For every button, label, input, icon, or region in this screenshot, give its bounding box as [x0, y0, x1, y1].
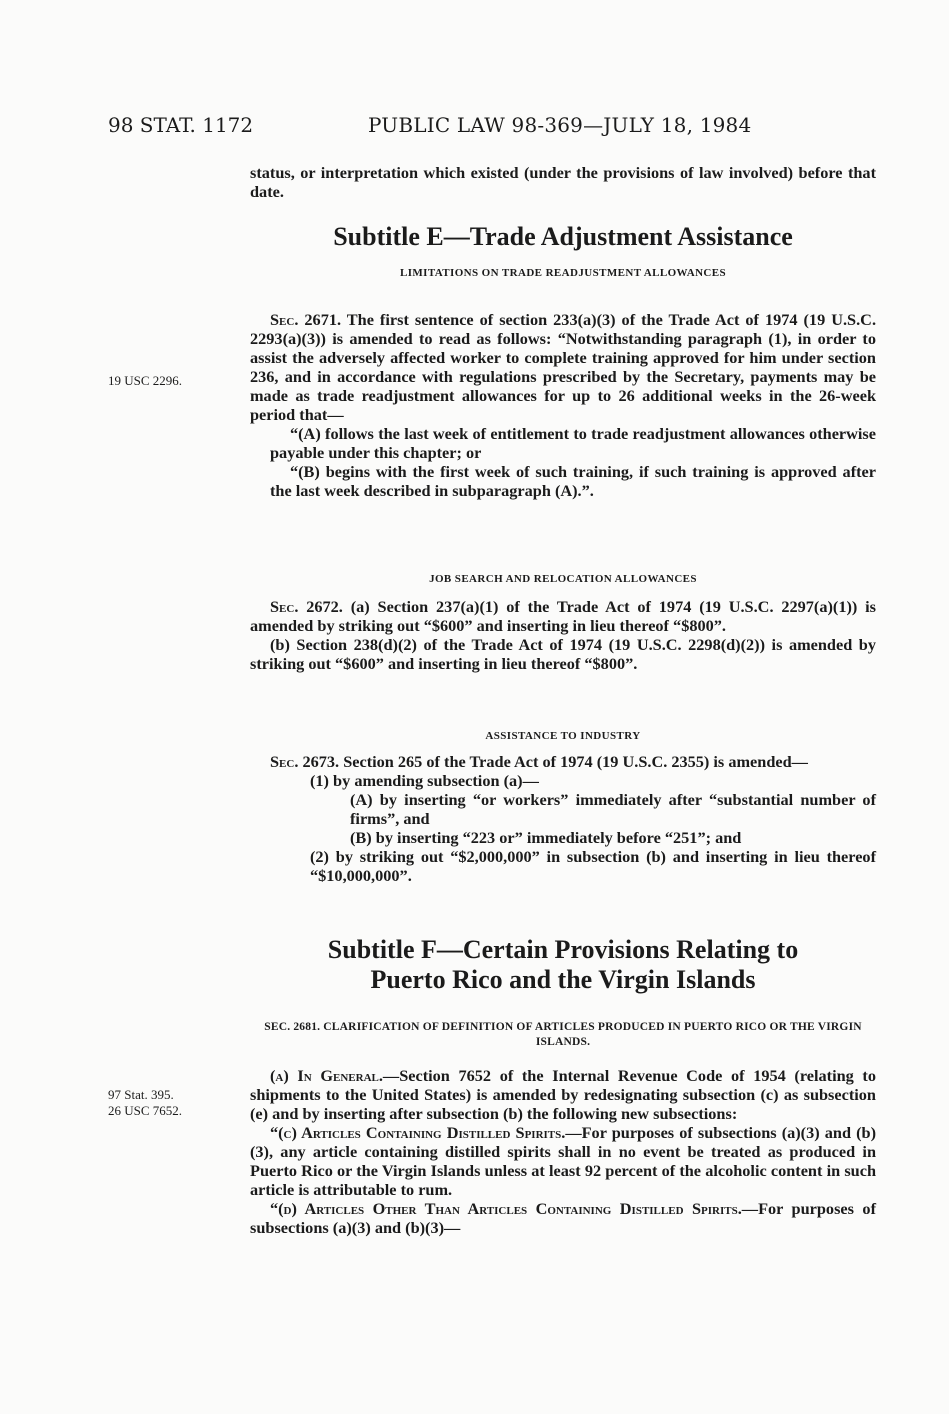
intro-paragraph: status, or interpretation which existed (under the provisions of law involved) before that date.	[250, 163, 876, 201]
sec2671-paragraph	[250, 310, 876, 424]
sec2681-a-text: —Section 7652 of the Internal Revenue Code of 1954 (relating to shipments to the United States) is amended by redesignating subsection (c) as subsection (e) and by inserting after subsection (b) the following new subsections:	[250, 1066, 876, 1123]
margin-note-usc: 19 USC 2296.	[108, 373, 183, 388]
sec2681-heading: SEC. 2681. CLARIFICATION OF DEFINITION OF ARTICLES PRODUCED IN PUERTO RICO OR THE VIRGIN ISLANDS.	[264, 1021, 862, 1048]
sec2673-item-b: (B) by inserting “223 or” immediately before “251”; and	[350, 828, 742, 847]
sec2681-a-paragraph	[250, 1066, 876, 1123]
sec2673-item-2: (2) by striking out “$2,000,000” in subsection (b) and inserting in lieu thereof “$10,000,000”.	[310, 847, 876, 885]
subtitle-f-heading-line1: Subtitle F—Certain Provisions Relating to	[327, 935, 799, 964]
subtitle-e-heading: Subtitle E—Trade Adjustment Assistance	[333, 222, 793, 251]
section-2681-heading-block	[250, 1020, 876, 1050]
stat-page-number: 98 STAT. 1172	[108, 113, 254, 137]
sec2681-d-text: —For purposes of subsections (a)(3) and (b)(3)—	[250, 1199, 876, 1237]
sec2673-item-1: (1) by amending subsection (a)—	[310, 771, 539, 790]
sec2673-label: Sec. 2673.	[270, 752, 340, 771]
section-2673	[250, 727, 876, 885]
sec2672-b-paragraph: (b) Section 238(d)(2) of the Trade Act of 1974 (19 U.S.C. 2298(d)(2)) is amended by striking out “$600” and inserting in lieu thereof “$800”.	[250, 635, 876, 673]
sec2681-c-label: “(c) Articles Containing Distilled Spirits.	[270, 1123, 566, 1142]
sec2671-clause-a: “(A) follows the last week of entitlement to trade readjustment allowances otherwise payable under this chapter; or	[270, 424, 876, 462]
section-2672	[250, 570, 876, 673]
sec2673-text: Section 265 of the Trade Act of 1974 (19 U.S.C. 2355) is amended—	[343, 752, 808, 771]
sec2671-label: Sec. 2671.	[270, 310, 342, 329]
sec2671-text: The first sentence of section 233(a)(3) of the Trade Act of 1974 (19 U.S.C. 2293(a)(3)) is amended to read as follows: “Notwithstanding paragraph (1), in order to assist the adversely affected worker to complete training approved for him under section 236, and in accordance with regulations prescribed by the Secretary, payments may be made as trade readjustment allowances for up to 26 additional weeks in the 26-week period that—	[250, 310, 877, 424]
sec2673-paragraph	[250, 752, 876, 771]
sec2672-a-text: (a) Section 237(a)(1) of the Trade Act of 1974 (19 U.S.C. 2297(a)(1)) is amended by striking out “$600” and inserting in lieu thereof “$800”.	[250, 597, 877, 635]
intro-text-block	[250, 163, 876, 201]
sec2681-c-paragraph	[250, 1123, 876, 1199]
section-2671	[250, 310, 876, 500]
subtitle-f-block	[250, 935, 876, 995]
sec2681-c-text: —For purposes of subsections (a)(3) and (b)(3), any article containing distilled spirits shall in no event be treated as produced in Puerto Rico or the Virgin Islands unless at least 92 percent of the alcoholic content in such article is attributable to rum.	[250, 1123, 876, 1199]
margin-note-stat: 97 Stat. 395.	[108, 1087, 174, 1102]
sec2672-label: Sec. 2672.	[270, 597, 343, 616]
sec2671-clause-b: “(B) begins with the first week of such training, if such training is approved after the last week described in subparagraph (A).”.	[270, 462, 876, 500]
caption-limitations: LIMITATIONS ON TRADE READJUSTMENT ALLOWANCES	[399, 267, 727, 279]
subtitle-f-heading-line2: Puerto Rico and the Virgin Islands	[370, 965, 756, 994]
sec2681-d-paragraph	[250, 1199, 876, 1237]
sec2673-item-a: (A) by inserting “or workers” immediately after “substantial number of firms”, and	[350, 790, 876, 828]
sec2672-a-paragraph	[250, 597, 876, 635]
sec2681-a-label: (a) In General.	[270, 1066, 383, 1085]
caption-job-search: JOB SEARCH AND RELOCATION ALLOWANCES	[429, 573, 697, 585]
margin-note-usc-7652: 26 USC 7652.	[108, 1103, 183, 1118]
section-2681	[250, 1066, 876, 1237]
sec2681-d-label: “(d) Articles Other Than Articles Containing Distilled Spirits.	[270, 1199, 742, 1218]
caption-industry: ASSISTANCE TO INDUSTRY	[485, 730, 641, 742]
subtitle-e-block	[250, 222, 876, 283]
running-title: PUBLIC LAW 98-369—JULY 18, 1984	[368, 113, 752, 137]
